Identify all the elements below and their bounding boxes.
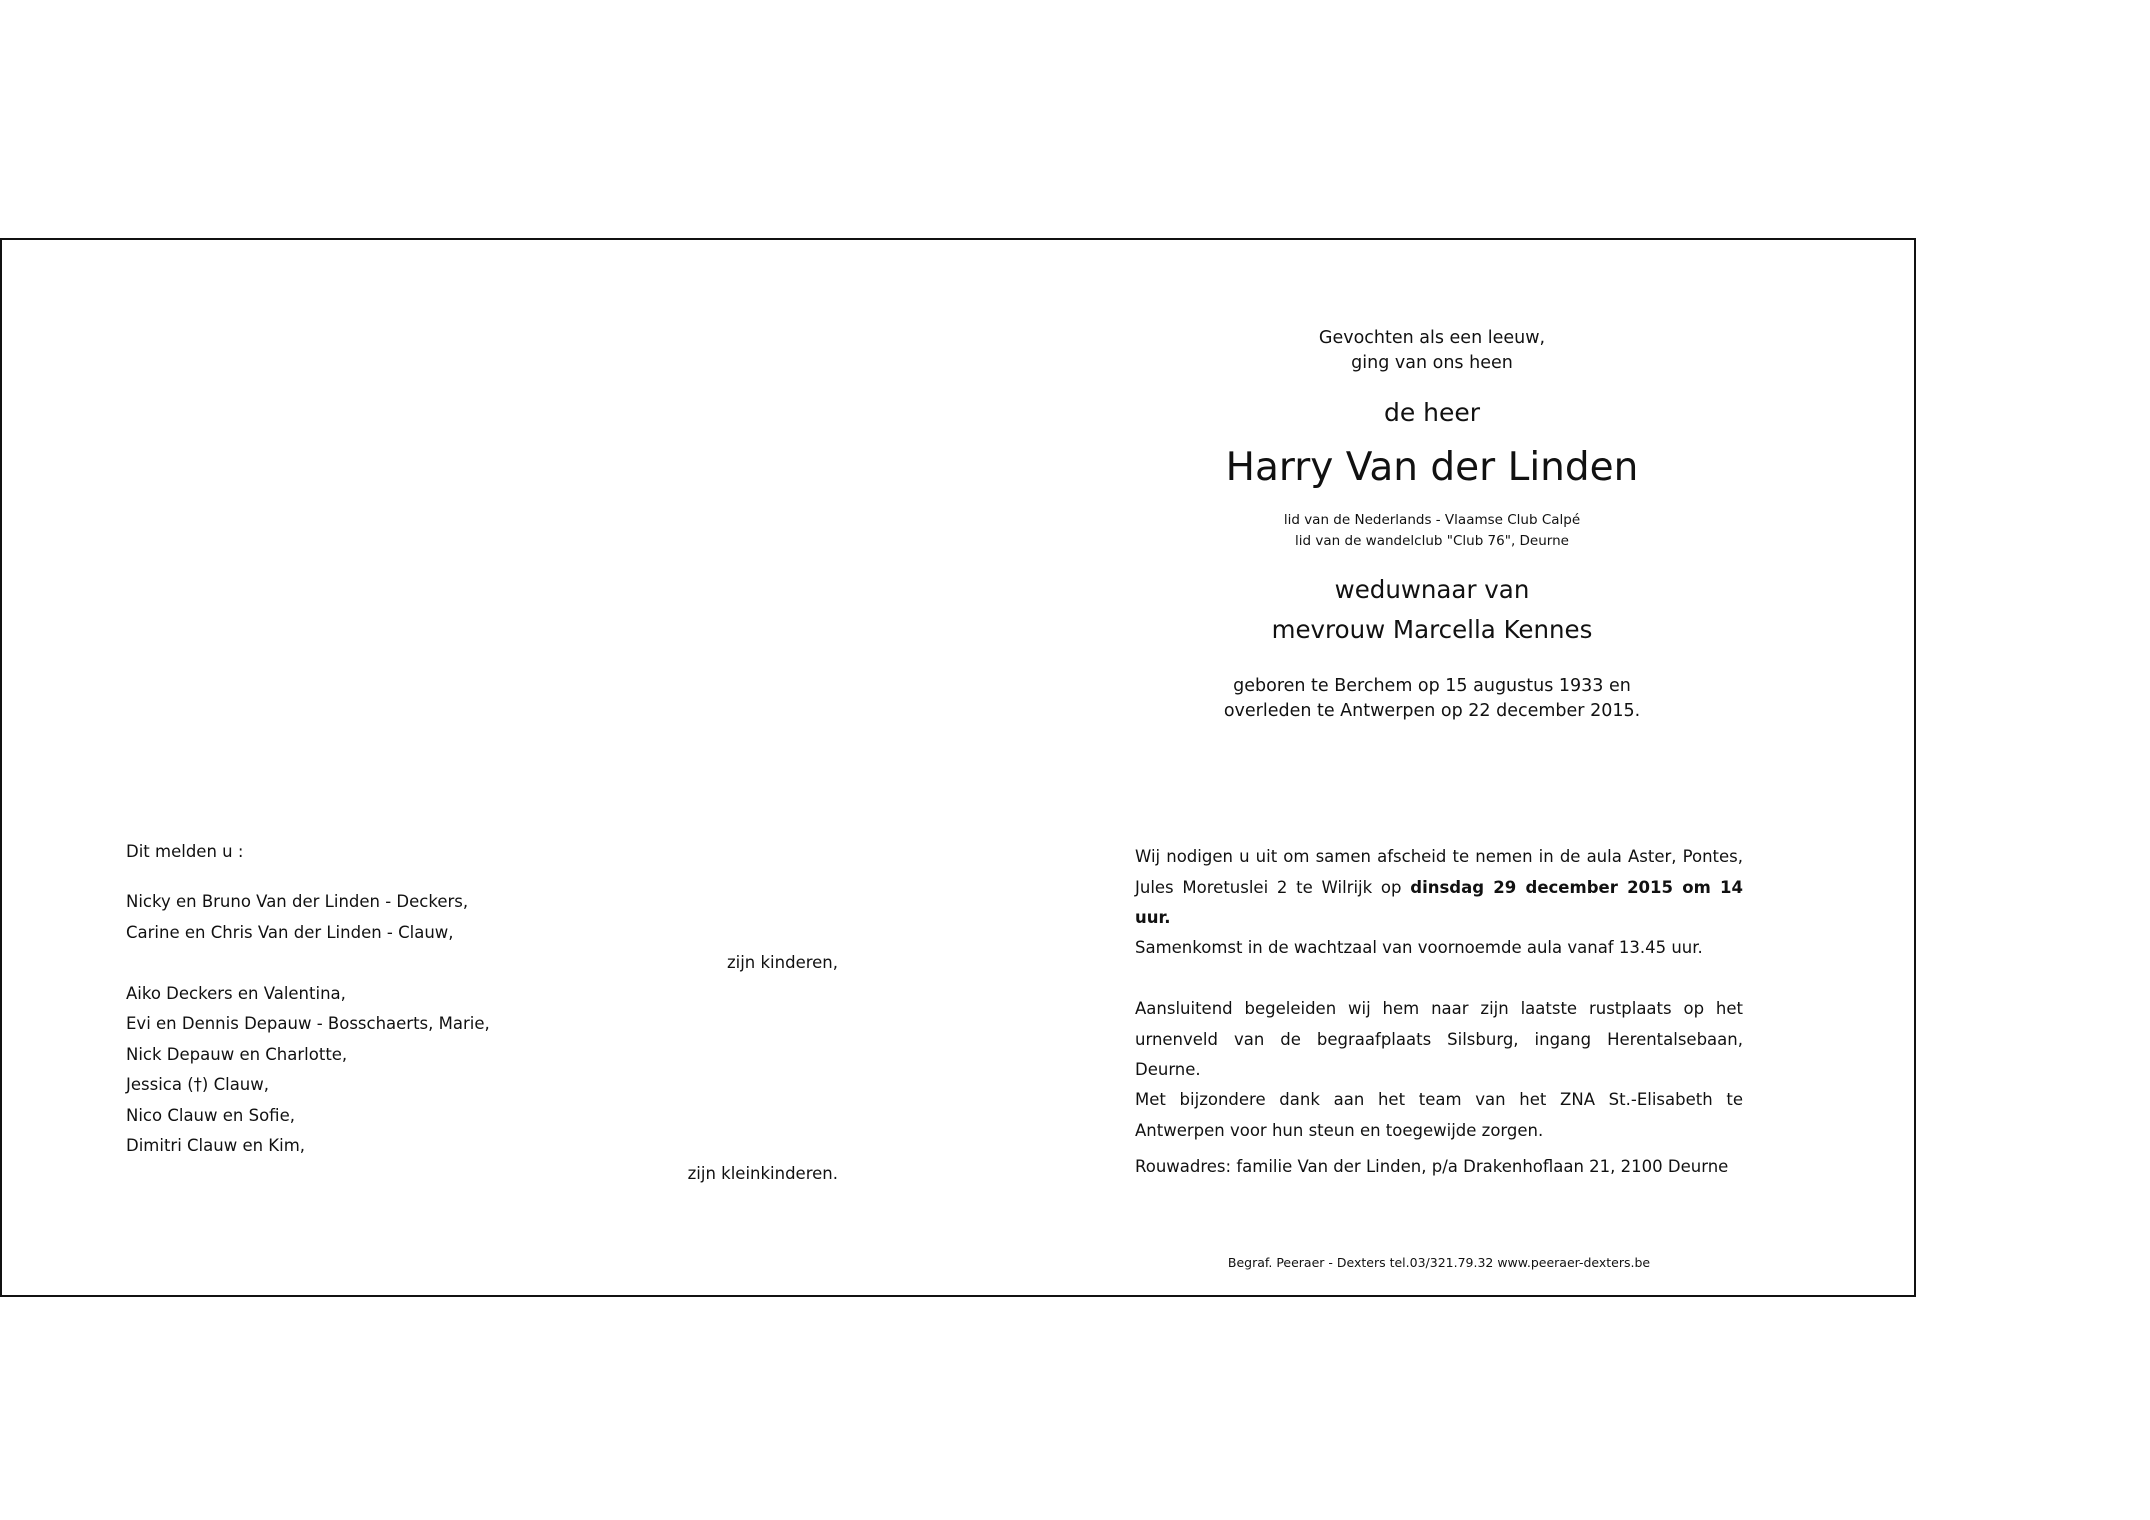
deceased-name: Harry Van der Linden (1225, 445, 1639, 490)
undertaker-footer: Begraf. Peeraer - Dexters tel.03/321.79.32 www.peeraer-dexters.be (1227, 1255, 1651, 1270)
motto-line-2: ging van ons heen (1351, 353, 1513, 373)
children-label: zijn kinderen, (726, 953, 838, 972)
club-line-1: lid van de Nederlands - Vlaamse Club Calpé (1283, 512, 1581, 528)
child-1: Nicky en Bruno Van der Linden - Deckers, (126, 892, 469, 911)
life-dates (1092, 674, 1772, 724)
burial-note: Aansluitend begeleiden wij hem naar zijn laatste rustplaats op het urnenveld van de begraafplaats Silsburg, ingang Herentalsebaan, Deurne. (1135, 999, 1743, 1079)
born-line: geboren te Berchem op 15 augustus 1933 en (1233, 676, 1631, 696)
child-2: Carine en Chris Van der Linden - Clauw, (126, 923, 454, 942)
mourning-address: Rouwadres: familie Van der Linden, p/a Drakenhoflaan 21, 2100 Deurne (1135, 1157, 1729, 1176)
honorific: de heer (1383, 398, 1481, 427)
grandchild-3: Nick Depauw en Charlotte, (126, 1045, 348, 1064)
motto (1142, 326, 1722, 376)
thanks-note: Met bijzondere dank aan het team van het ZNA St.-Elisabeth te Antwerpen voor hun steun en toegewijde zorgen. (1135, 1090, 1743, 1140)
motto-line-1: Gevochten als een leeuw, (1318, 328, 1546, 348)
service-date-time: dinsdag 29 december 2015 om 14 uur. (1135, 877, 1744, 927)
spouse (1092, 570, 1772, 650)
service-invitation (1135, 842, 1743, 934)
grandchild-4: Jessica (†) Clauw, (126, 1075, 270, 1094)
death-notice-card (0, 238, 1916, 1297)
gathering-note: Samenkomst in de wachtzaal van voornoemde aula vanaf 13.45 uur. (1135, 938, 1703, 957)
grandchild-6: Dimitri Clauw en Kim, (126, 1136, 306, 1155)
invite-text: Wij nodigen u uit om samen afscheid te nemen in de aula Aster, Pontes, Jules Moretuslei 2 te Wilrijk op (1135, 847, 1743, 897)
spouse-line-1: weduwnaar van (1334, 575, 1530, 604)
grandchild-2: Evi en Dennis Depauw - Bosschaerts, Marie, (126, 1014, 490, 1033)
grandchildren-label: zijn kleinkinderen. (687, 1164, 838, 1183)
family-intro: Dit melden u : (126, 842, 244, 861)
club-line-2: lid van de wandelclub "Club 76", Deurne (1295, 533, 1569, 549)
grandchild-1: Aiko Deckers en Valentina, (126, 984, 346, 1003)
spouse-line-2: mevrouw Marcella Kennes (1271, 615, 1593, 644)
died-line: overleden te Antwerpen op 22 december 2015. (1223, 701, 1641, 721)
club-memberships (1142, 510, 1722, 552)
grandchild-5: Nico Clauw en Sofie, (126, 1106, 295, 1125)
